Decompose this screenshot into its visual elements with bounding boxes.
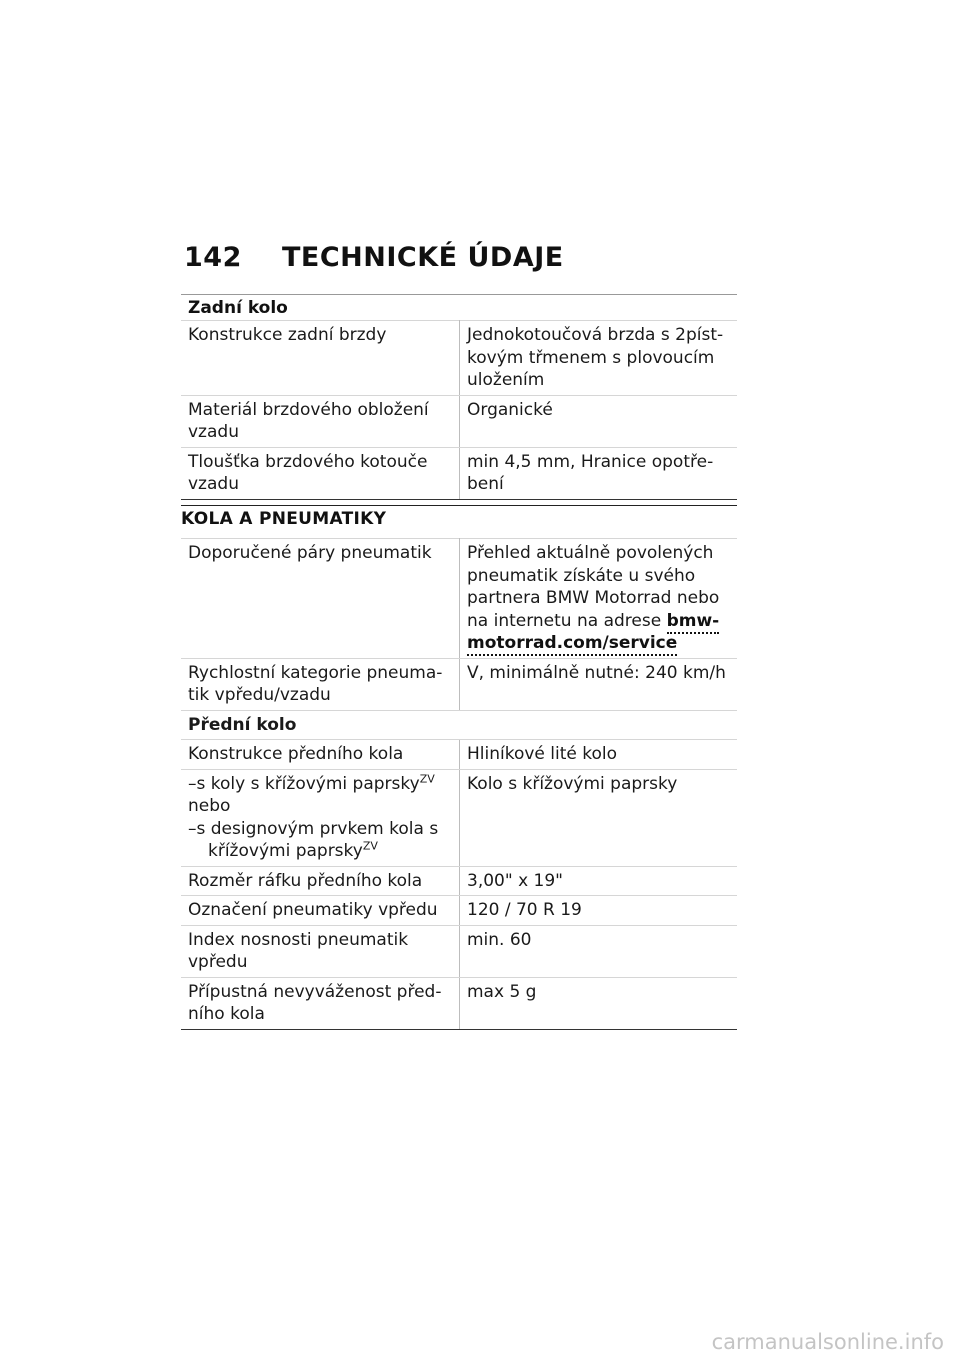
- table-row: [181, 896, 737, 926]
- row-label: [181, 769, 460, 866]
- row-value: [460, 539, 738, 659]
- row-label: Konstrukce zadní brzdy: [181, 321, 460, 396]
- row-label: Index nosnosti pneumatik vpředu: [181, 925, 460, 977]
- row-value: min 4,5 mm, Hranice opotřebení: [460, 447, 738, 499]
- section-divider: [181, 505, 737, 506]
- row-label: Rozměr ráfku předního kola: [181, 866, 460, 896]
- section-heading-rear-wheel: Zadní kolo: [188, 298, 288, 318]
- section-heading-front-wheel: Přední kolo: [181, 710, 737, 740]
- table-row: [181, 977, 737, 1029]
- table-row: [181, 740, 737, 770]
- row-value: Hliníkové lité kolo: [460, 740, 738, 770]
- row-label: Rychlostní kategorie pneumatik vpředu/vzadu: [181, 658, 460, 710]
- row-value: Kolo s křížovými paprsky: [460, 769, 738, 866]
- row-label: Označení pneumatiky vpředu: [181, 896, 460, 926]
- recommended-tires-text: Přehled aktuálně povolených pneumatik získáte u svého partnera BMW Motorrad nebo na internetu na adrese: [467, 543, 720, 631]
- table-row: [181, 658, 737, 710]
- page-header: [184, 242, 564, 273]
- row-value: max 5 g: [460, 977, 738, 1029]
- table-row: [181, 539, 737, 659]
- optional-equipment-mark: ZV: [362, 839, 378, 853]
- row-value: V, minimálně nutné: 240 km/h: [460, 658, 738, 710]
- table-row: [181, 710, 737, 740]
- row-value: 120 / 70 R 19: [460, 896, 738, 926]
- row-value: min. 60: [460, 925, 738, 977]
- optional-equipment-mark: ZV: [419, 771, 435, 785]
- row-label: Materiál brzdového obložení vzadu: [181, 395, 460, 447]
- row-label: Konstrukce předního kola: [181, 740, 460, 770]
- row-value: Jednokotoučová brzda s 2pístkovým třmenem s plovoucím uložením: [460, 321, 738, 396]
- row-value: Organické: [460, 395, 738, 447]
- service-link[interactable]: bmw-motorrad.com/service: [467, 611, 719, 657]
- wheels-tires-table: [181, 538, 737, 1030]
- or-text: nebo: [188, 796, 231, 816]
- page-title: TECHNICKÉ ÚDAJE: [282, 242, 564, 273]
- row-value: 3,00" x 19": [460, 866, 738, 896]
- page-number: 142: [184, 242, 242, 273]
- table-row: [181, 769, 737, 866]
- list-item-text: –s koly s křížovými paprsky: [188, 773, 420, 794]
- table-row: [181, 395, 737, 447]
- row-label: Přípustná nevyváženost předního kola: [181, 977, 460, 1029]
- list-item: [188, 773, 452, 796]
- row-label: Tloušťka brzdového kotouče vzadu: [181, 447, 460, 499]
- section-divider: [181, 294, 737, 295]
- rear-wheel-table: [181, 320, 737, 500]
- table-row: [181, 866, 737, 896]
- section-heading-wheels-tires: KOLA A PNEUMATIKY: [181, 509, 387, 529]
- table-row: [181, 447, 737, 499]
- list-item-text: –s designovým prvkem kola s křížovými paprsky: [188, 818, 439, 861]
- list-item: [188, 818, 452, 863]
- table-row: [181, 321, 737, 396]
- row-label: Doporučené páry pneumatik: [181, 539, 460, 659]
- watermark: carmanualsonline.info: [711, 1330, 944, 1354]
- table-row: [181, 925, 737, 977]
